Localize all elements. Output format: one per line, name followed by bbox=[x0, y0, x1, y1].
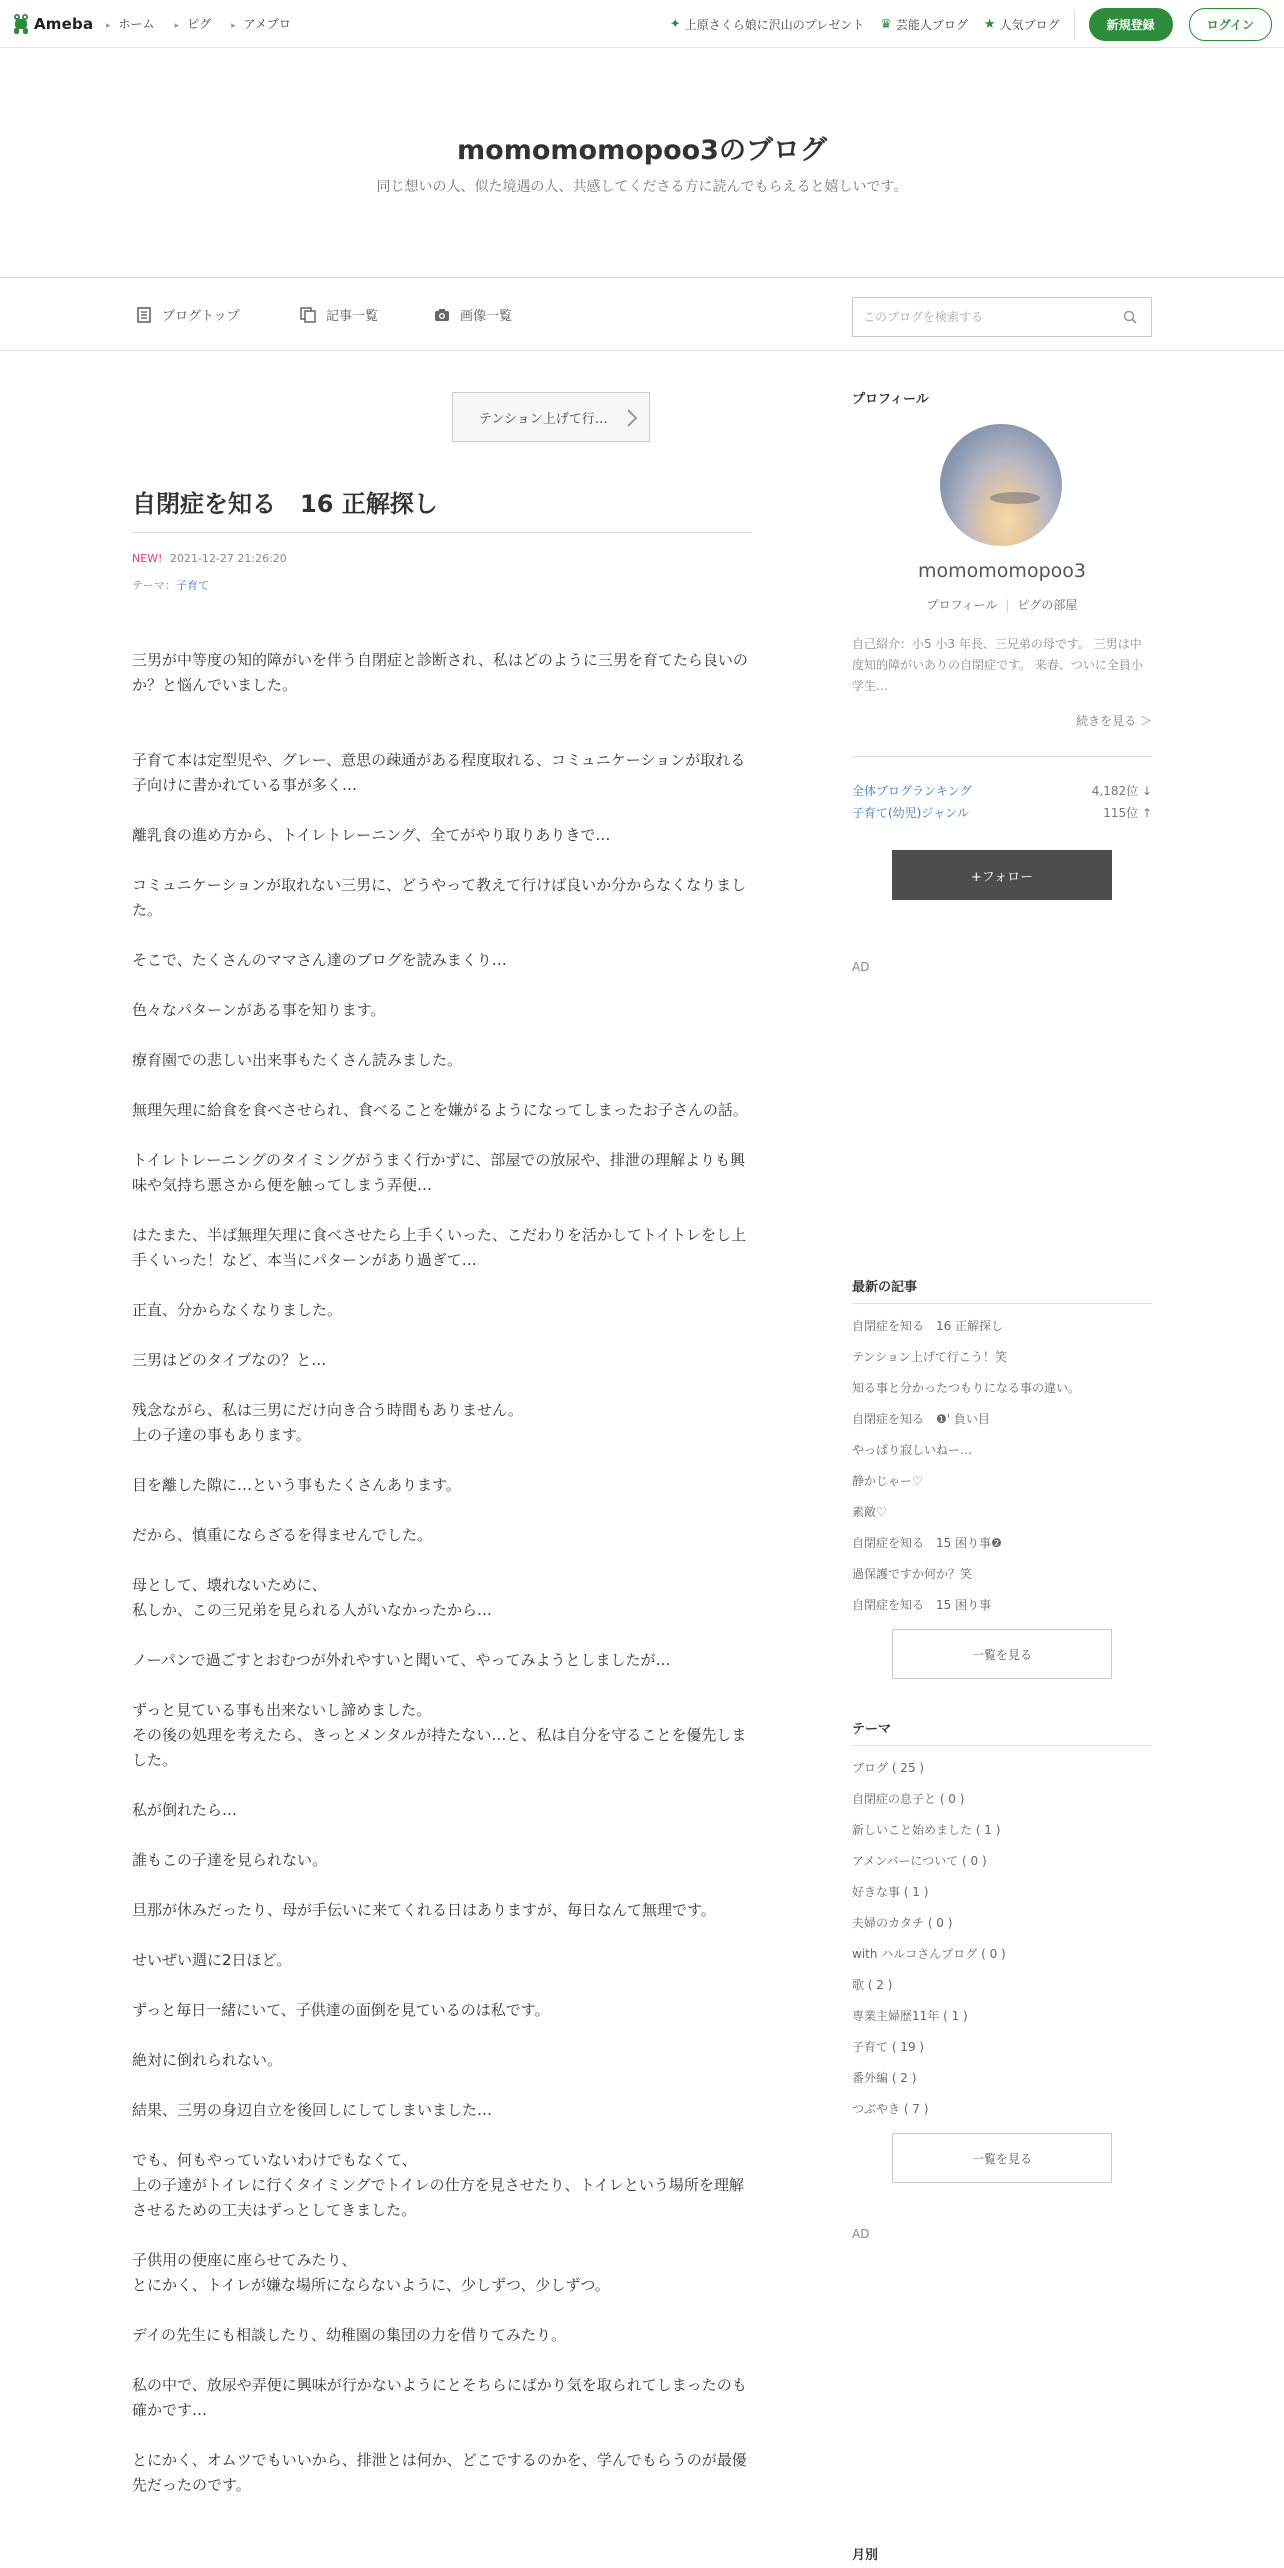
theme-link-item[interactable]: 子育て ( 19 ) bbox=[852, 2040, 925, 2054]
logo-text: Ameba bbox=[34, 15, 94, 33]
recent-post-link[interactable]: 過保護ですか何か？笑 bbox=[852, 1567, 973, 1581]
nav-blog-top[interactable] bbox=[136, 305, 240, 324]
chevron-right-icon bbox=[625, 408, 639, 428]
theme-link-item[interactable]: 専業主婦歴11年 ( 1 ) bbox=[852, 2009, 968, 2023]
sidebar-themes bbox=[852, 1718, 1152, 2183]
theme-link-item[interactable]: つぶやき ( 7 ) bbox=[852, 2102, 929, 2116]
article-paragraph: ずっと見ている事も出来ないし諦めました。 その後の処理を考えたら、きっとメンタルが持たない…と、私は自分を守ることを優先しました。 bbox=[132, 1701, 747, 1769]
document-icon bbox=[136, 307, 152, 323]
recent-post-link[interactable]: 素敵♡ bbox=[852, 1505, 887, 1519]
recent-more-button[interactable]: 一覧を見る bbox=[892, 1629, 1112, 1679]
blog-nav bbox=[0, 279, 1284, 351]
article-paragraph: でも、何もやっていないわけでもなくて、 上の子達がトイレに行くタイミングでトイレの仕方を見させたり、トイレという場所を理解させるための工夫はずっとしてきました。 bbox=[132, 2151, 744, 2219]
article-body bbox=[132, 648, 752, 2523]
recent-post-link[interactable]: 自閉症を知る 15 困り事❷ bbox=[852, 1536, 1002, 1550]
article-paragraph: 残念ながら、私は三男にだけ向き合う時間もありません。 上の子達の事もあります。 bbox=[132, 1401, 523, 1444]
ranking-genre-value: 115位 ↑ bbox=[1103, 806, 1152, 820]
nav-home[interactable]: ▸ ホーム bbox=[106, 15, 155, 32]
global-header-right bbox=[670, 8, 1272, 41]
recent-post-link[interactable]: 自閉症を知る 16 正解探し bbox=[852, 1319, 1004, 1333]
recent-post-link[interactable]: テンション上げて行こう！笑 bbox=[852, 1350, 1007, 1364]
recent-post-link[interactable]: 自閉症を知る ❶' 負い目 bbox=[852, 1412, 990, 1426]
article-paragraph: 子育て本は定型児や、グレー、意思の疎通がある程度取れる、コミュニケーションが取れる子向けに書かれている事が多く… bbox=[132, 751, 746, 794]
camera-icon bbox=[434, 307, 450, 323]
recent-post-link[interactable]: やっぱり寂しいねー… bbox=[852, 1443, 973, 1457]
theme-link-item[interactable]: アメンバーについて ( 0 ) bbox=[852, 1854, 987, 1868]
article-paragraph: 三男はどのタイプなの？と… bbox=[132, 1351, 327, 1369]
article-datetime: 2021-12-27 21:26:20 bbox=[169, 552, 287, 565]
article-paragraph: 正直、分からなくなりました。 bbox=[132, 1301, 343, 1319]
prev-article-label: テンション上げて行… bbox=[479, 411, 608, 427]
promo-link[interactable] bbox=[670, 16, 864, 33]
sidebar-profile bbox=[852, 388, 1152, 928]
article-paragraph: だから、慎重にならざるを得ませんでした。 bbox=[132, 1526, 433, 1544]
profile-links: プロフィール | ピグの部屋 bbox=[852, 596, 1152, 613]
recent-divider bbox=[852, 1303, 1152, 1304]
profile-link[interactable]: プロフィール bbox=[926, 598, 998, 612]
global-nav bbox=[106, 15, 291, 32]
nav-article-list-label: 記事一覧 bbox=[326, 309, 379, 324]
blog-header bbox=[0, 48, 1284, 278]
profile-divider bbox=[852, 756, 1152, 757]
popular-blog-label: 人気ブログ bbox=[999, 18, 1060, 32]
theme-list bbox=[852, 1758, 1152, 2130]
theme-prefix: テーマ： bbox=[132, 579, 176, 592]
avatar[interactable] bbox=[940, 424, 1062, 546]
theme-link-item[interactable]: 好きな事 ( 1 ) bbox=[852, 1885, 929, 1899]
register-button[interactable]: 新規登録 bbox=[1089, 8, 1173, 41]
article-paragraph: 絶対に倒れられない。 bbox=[132, 2051, 283, 2069]
article-paragraph: ずっと毎日一緒にいて、子供達の面倒を見ているのは私です。 bbox=[132, 2001, 550, 2019]
ameba-logo[interactable] bbox=[12, 12, 93, 36]
frog-icon bbox=[12, 13, 30, 35]
article-paragraph: 三男が中等度の知的障がいを伴う自閉症と診断され、私はどのように三男を育てたら良いのか？と悩んでいました。 bbox=[132, 651, 748, 694]
article-paragraph: 誰もこの子達を見られない。 bbox=[132, 1851, 328, 1869]
celebrity-blog-label: 芸能人ブログ bbox=[895, 18, 968, 32]
follow-button[interactable]: +フォロー bbox=[892, 850, 1112, 900]
article-paragraph: 療育園での悲しい出来事もたくさん読みました。 bbox=[132, 1051, 463, 1069]
nav-image-list-label: 画像一覧 bbox=[460, 309, 513, 324]
ranking-overall-value: 4,182位 ↓ bbox=[1091, 784, 1152, 798]
article-paragraph: 目を離した隙に…という事もたくさんあります。 bbox=[132, 1476, 461, 1494]
blog-search bbox=[852, 297, 1152, 337]
pig-room-link[interactable]: ピグの部屋 bbox=[1017, 598, 1078, 612]
recent-post-link[interactable]: 自閉症を知る 15 困り事 bbox=[852, 1598, 992, 1612]
theme-heading: テーマ bbox=[852, 1722, 892, 1737]
article-paragraph: コミュニケーションが取れない三男に、どうやって教えて行けば良いか分からなくなりました。 bbox=[132, 876, 747, 919]
article-paragraph: とにかく、オムツでもいいから、排泄とは何か、どこでするのかを、学んでもらうのが最優先だったのです。 bbox=[132, 2451, 747, 2494]
article-paragraph: そこで、たくさんのママさん達のブログを読みまくり… bbox=[132, 951, 507, 969]
ranking-overall[interactable] bbox=[852, 782, 1152, 799]
blog-search-input[interactable] bbox=[853, 298, 1093, 336]
recent-post-link[interactable]: 静かじゃー♡ bbox=[852, 1474, 923, 1488]
nav-blog-top-label: ブログトップ bbox=[162, 309, 240, 324]
profile-name[interactable]: momomomopoo3 bbox=[918, 560, 1086, 582]
article-paragraph: 無理矢理に給食を食べさせられ、食べることを嫌がるようになってしまったお子さんの話。 bbox=[132, 1101, 748, 1119]
profile-description: 自己紹介：小5 小3 年長、三兄弟の母です。 三男は中度知的障がいありの自閉症です。 来春、ついに全員小学生… bbox=[852, 637, 1143, 693]
article-meta bbox=[132, 552, 287, 565]
article-paragraph: 私が倒れたら… bbox=[132, 1801, 238, 1819]
article-paragraph: 結果、三男の身辺自立を後回しにしてしまいました… bbox=[132, 2101, 493, 2119]
theme-link-item[interactable]: 番外編 ( 2 ) bbox=[852, 2071, 917, 2085]
copy-icon bbox=[300, 307, 316, 323]
recent-post-link[interactable]: 知る事と分かったつもりになる事の違い。 bbox=[852, 1381, 1081, 1395]
header-divider bbox=[1074, 10, 1075, 40]
article-paragraph: 私の中で、放尿や弄便に興味が行かないようにとそちらにばかり気を取られてしまったのも確かです… bbox=[132, 2376, 747, 2419]
title-divider bbox=[132, 532, 752, 533]
ranking-genre[interactable] bbox=[852, 804, 1152, 821]
blog-title[interactable]: momomomopoo3のブログ bbox=[457, 135, 827, 166]
search-icon[interactable] bbox=[1123, 310, 1137, 324]
article-paragraph: ノーパンで過ごすとおむつが外れやすいと聞いて、やってみようとしましたが… bbox=[132, 1651, 671, 1669]
article-theme bbox=[132, 577, 209, 593]
celebrity-blog-link[interactable] bbox=[880, 16, 968, 33]
profile-heading: プロフィール bbox=[852, 392, 929, 407]
nav-image-list[interactable] bbox=[434, 305, 512, 324]
recent-heading: 最新の記事 bbox=[852, 1280, 918, 1295]
nav-pig[interactable]: ▸ ピグ bbox=[175, 15, 212, 32]
star-icon: ★ bbox=[983, 17, 996, 32]
theme-link-item[interactable]: 夫婦のカタチ ( 0 ) bbox=[852, 1916, 953, 1930]
article-title[interactable]: 自閉症を知る 16 正解探し bbox=[132, 490, 438, 518]
article-paragraph: 色々なパターンがある事を知ります。 bbox=[132, 1001, 386, 1019]
crown-icon: ♛ bbox=[880, 17, 892, 32]
article-paragraph: 旦那が休みだったり、母が手伝いに来てくれる日はありますが、毎日なんて無理です。 bbox=[132, 1901, 716, 1919]
nav-article-list[interactable] bbox=[300, 305, 378, 324]
sidebar-ad-2: AD bbox=[852, 2227, 870, 2241]
article-paragraph: 離乳食の進め方から、トイレトレーニング、全てがやり取りありきで… bbox=[132, 826, 611, 844]
monthly-heading: 月別 bbox=[852, 2548, 879, 2563]
article-paragraph: 母として、壊れないために、 私しか、この三兄弟を見られる人がいなかったから… bbox=[132, 1576, 493, 1619]
sparkle-icon: ✦ bbox=[669, 17, 681, 32]
global-header bbox=[0, 0, 1284, 48]
article-paragraph: せいぜい週に2日ほど。 bbox=[132, 1951, 292, 1969]
theme-divider bbox=[852, 1745, 1152, 1746]
ranking-genre-label: 子育て(幼児)ジャンル bbox=[852, 806, 969, 820]
blog-description: 同じ想いの人、似た境遇の人、共感してくださる方に読んでもらえると嬉しいです。 bbox=[376, 179, 908, 195]
theme-link-item[interactable]: 新しいこと始めました ( 1 ) bbox=[852, 1823, 1001, 1837]
promo-link-label: 上原さくら娘に沢山のプレゼント bbox=[684, 18, 865, 32]
read-more-link[interactable]: 続きを見る ＞ bbox=[1076, 714, 1152, 728]
theme-link-item[interactable]: ブログ ( 25 ) bbox=[852, 1761, 925, 1775]
recent-list bbox=[852, 1316, 1152, 1626]
theme-link-item[interactable]: 自閉症の息子と ( 0 ) bbox=[852, 1792, 965, 1806]
prev-article-button[interactable] bbox=[452, 392, 650, 442]
ranking-overall-label: 全体ブログランキング bbox=[852, 784, 972, 798]
sidebar-ad: AD bbox=[852, 960, 870, 974]
sidebar-recent bbox=[852, 1276, 1152, 1679]
nav-ameblo[interactable]: ▸ アメブロ bbox=[231, 15, 291, 32]
popular-blog-link[interactable] bbox=[984, 16, 1060, 33]
article-paragraph: 子供用の便座に座らせてみたり、 とにかく、トイレが嫌な場所にならないように、少しずつ、少しずつ。 bbox=[132, 2251, 610, 2294]
article-paragraph: トイレトレーニングのタイミングがうまく行かずに、部屋での放尿や、排泄の理解よりも興味や気持ち悪さから便を触ってしまう弄便… bbox=[132, 1151, 746, 1194]
theme-link[interactable]: 子育て bbox=[176, 579, 209, 592]
article-paragraph: はたまた、半ば無理矢理に食べさせたら上手くいった、こだわりを活かしてトイトレをし上手くいった！など、本当にパターンがあり過ぎて… bbox=[132, 1226, 746, 1269]
article-paragraph: デイの先生にも相談したり、幼稚園の集団の力を借りてみたり。 bbox=[132, 2326, 566, 2344]
theme-more-button[interactable]: 一覧を見る bbox=[892, 2133, 1112, 2183]
new-badge: NEW! bbox=[132, 552, 163, 565]
login-button[interactable]: ログイン bbox=[1189, 8, 1272, 41]
theme-link-item[interactable]: 歌 ( 2 ) bbox=[852, 1978, 893, 1992]
theme-link-item[interactable]: with ハルコさんブログ ( 0 ) bbox=[852, 1947, 1006, 1961]
